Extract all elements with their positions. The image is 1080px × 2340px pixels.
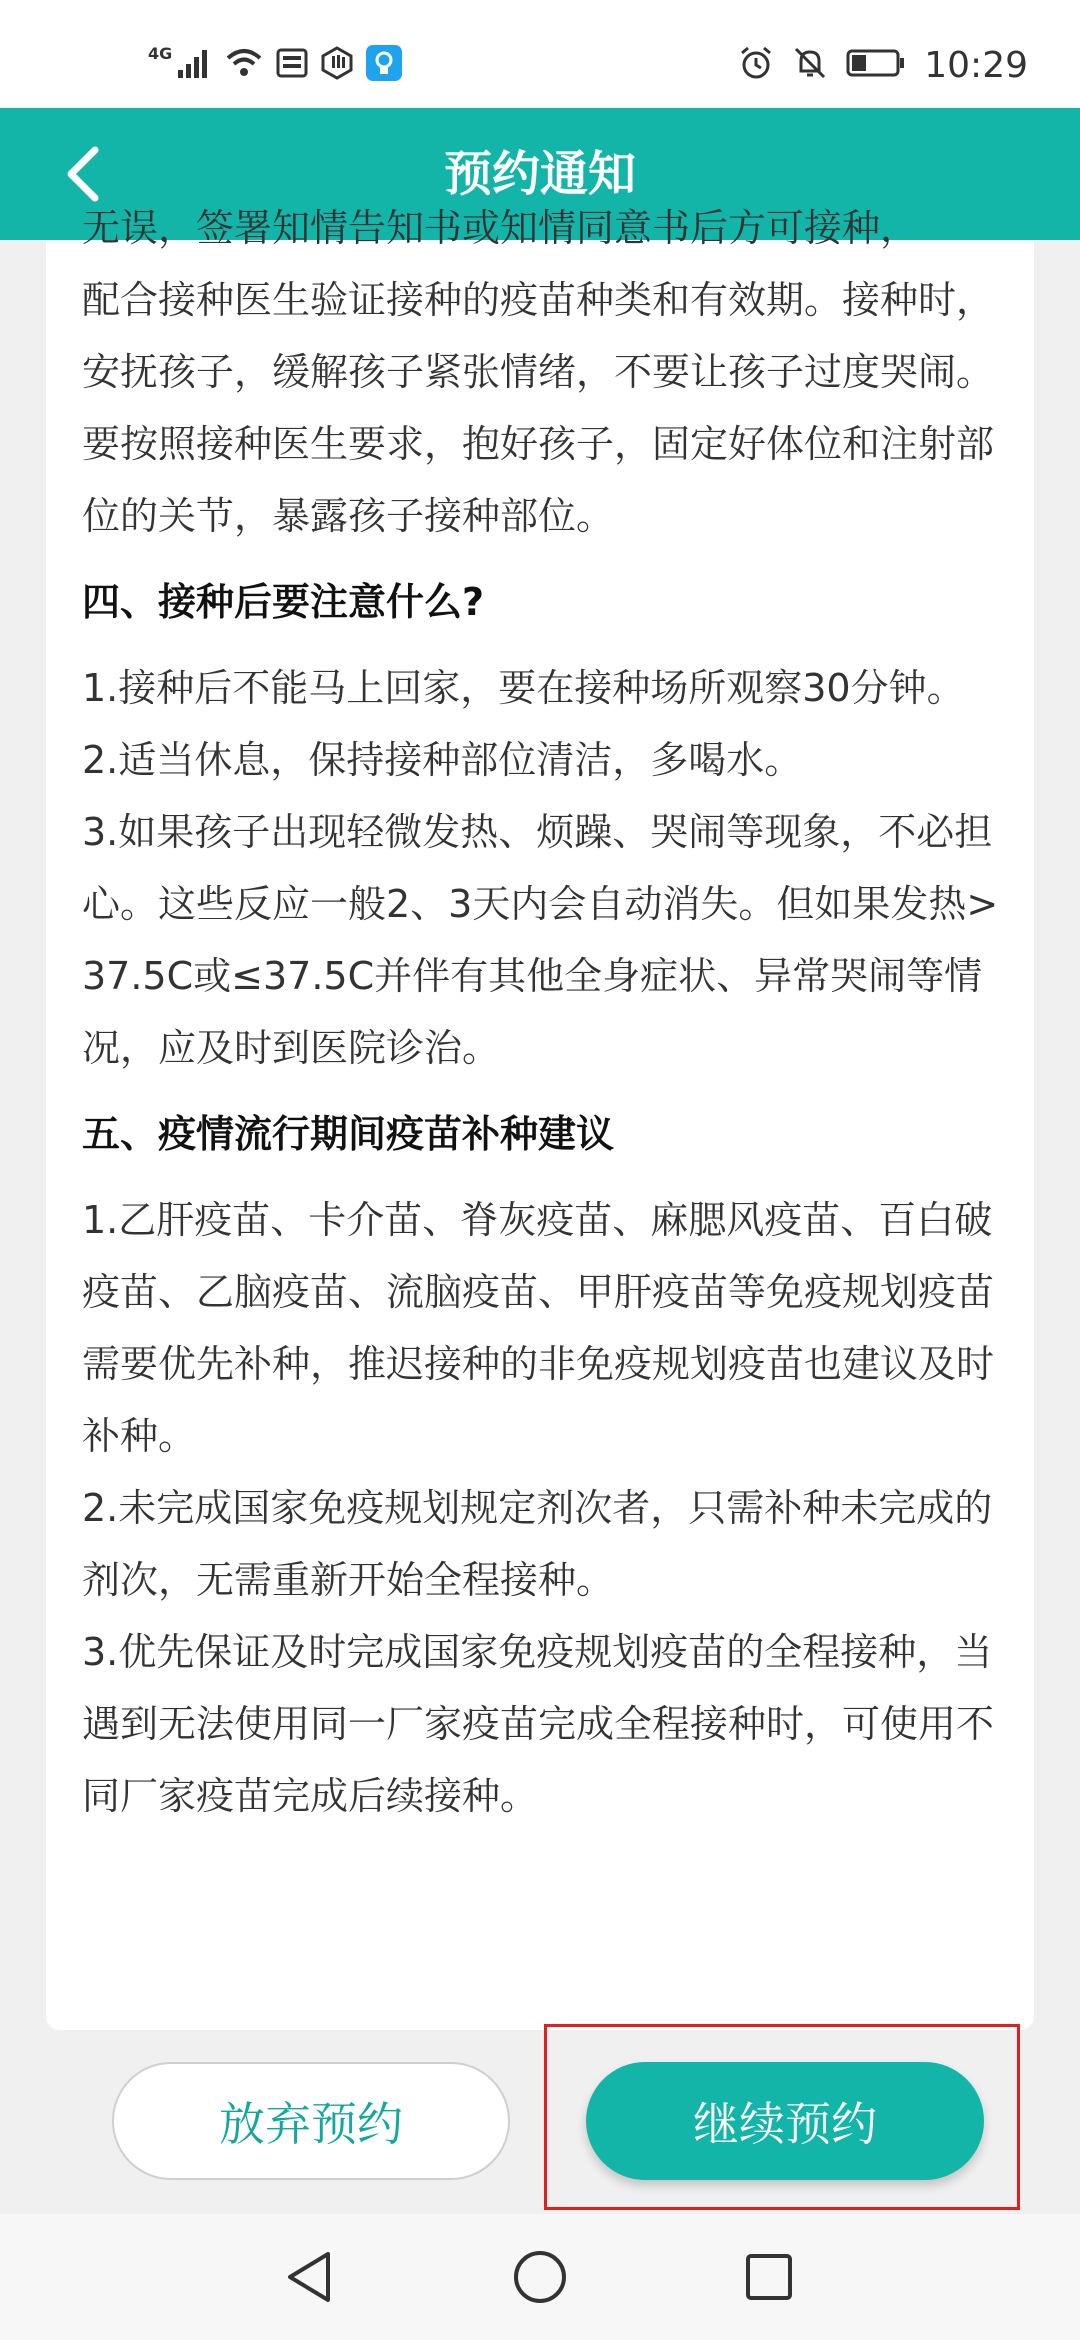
- sim-card-icon: [276, 48, 308, 82]
- alarm-icon: [738, 45, 774, 85]
- battery-icon: [846, 48, 906, 82]
- notice-text: [82, 192, 1012, 1832]
- network-type: 4G: [148, 43, 173, 63]
- status-bar: [0, 0, 1080, 108]
- notice-paragraph: 配合接种医生验证接种的疫苗种类和有效期。接种时，安抚孩子，缓解孩子紧张情绪，不要让孩子过度哭闹。要按照接种医生要求，抱好孩子，固定好体位和注射部位的关节，暴露孩子接种部位。: [82, 278, 995, 538]
- signal-icon: [176, 48, 212, 82]
- nav-home-icon: [512, 2249, 568, 2305]
- nav-home-button[interactable]: [505, 2242, 575, 2312]
- highlight-box: [544, 2024, 1020, 2210]
- continue-booking-button[interactable]: 继续预约: [586, 2062, 984, 2180]
- status-right: [738, 40, 1028, 90]
- section4-item-3: 3.如果孩子出现轻微发热、烦躁、哭闹等现象，不必担心。这些反应一般2、3天内会自动消失。但如果发热> 37.5C或≤37.5C并伴有其他全身症状、异常哭闹等情况，应及时到医院诊治。: [82, 810, 999, 1070]
- notice-content[interactable]: [46, 206, 1034, 2030]
- section5-item-3: 3.优先保证及时完成国家免疫规划疫苗的全程接种，当遇到无法使用同一厂家疫苗完成全程接种时，可使用不同厂家疫苗完成后续接种。: [82, 1630, 995, 1818]
- nav-back-button[interactable]: [274, 2242, 344, 2312]
- section5-item-2: 2.未完成国家免疫规划规定剂次者，只需补种未完成的剂次，无需重新开始全程接种。: [82, 1486, 993, 1602]
- nav-back-icon: [284, 2250, 334, 2304]
- nav-recents-icon: [744, 2252, 794, 2302]
- section4-item-2: 2.适当休息，保持接种部位清洁，多喝水。: [82, 738, 803, 782]
- mute-icon: [792, 45, 828, 85]
- lightbulb-icon: [366, 45, 402, 85]
- status-time: 10:29: [924, 44, 1028, 86]
- section4-item-1: 1.接种后不能马上回家，要在接种场所观察30分钟。: [82, 666, 965, 710]
- nav-recents-button[interactable]: [734, 2242, 804, 2312]
- section-heading-4: 四、接种后要注意什么?: [82, 580, 485, 624]
- status-left: [148, 40, 402, 90]
- abandon-booking-button[interactable]: 放弃预约: [112, 2062, 510, 2180]
- notice-paragraph-fragment: 无误，签署知情告知书或知情同意书后方可接种，: [82, 206, 919, 250]
- section5-item-1: 1.乙肝疫苗、卡介苗、脊灰疫苗、麻腮风疫苗、百白破疫苗、乙脑疫苗、流脑疫苗、甲肝疫苗等免疫规划疫苗需要优先补种，推迟接种的非免疫规划疫苗也建议及时补种。: [82, 1198, 995, 1458]
- page-title: 预约通知: [443, 146, 636, 202]
- hand-icon: [320, 46, 354, 84]
- system-nav-bar: [0, 2214, 1080, 2340]
- wifi-icon: [224, 48, 264, 82]
- section-heading-5: 五、疫情流行期间疫苗补种建议: [82, 1112, 615, 1156]
